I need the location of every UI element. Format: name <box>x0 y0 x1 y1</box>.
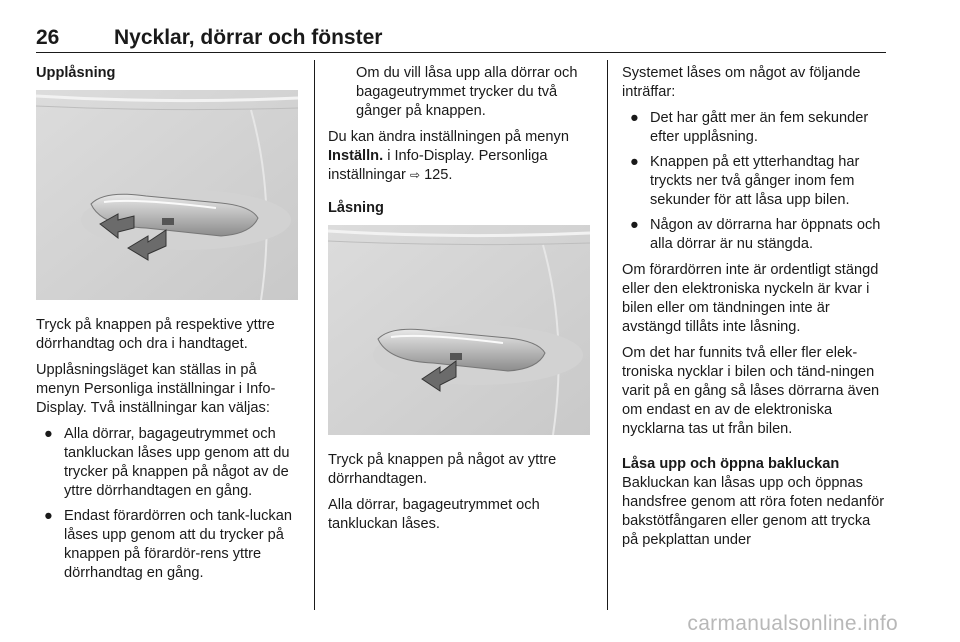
heading-unlocking: Upplåsning <box>36 65 116 81</box>
reference-arrow-icon: ⇨ <box>409 168 420 182</box>
page-title: Nycklar, dörrar och fönster <box>114 26 383 49</box>
bullet-icon: ● <box>44 426 53 442</box>
page-reference-link[interactable]: 125 <box>424 167 449 183</box>
col1-bullet-list <box>36 425 302 583</box>
list-item: ● Knappen på ett ytterhandtag har tryckts ner två gånger inom fem sekunder för att låsa upp bilen. <box>630 154 860 208</box>
door-handle-unlock-illustration <box>36 90 298 300</box>
col3-paragraph-1: Systemet låses om något av följande inträffar: <box>622 65 861 100</box>
list-item: ● Någon av dörrarna har öppnats och alla dörrar är nu stängda. <box>630 217 881 252</box>
col2-continued-text: Om du vill låsa upp alla dörrar och bagageutrymmet trycker du två gånger på knappen. <box>356 65 578 119</box>
col3-paragraph-4: Bakluckan kan låsas upp och öppnas handsfree genom att röra foten nedanför bakstötfångaren eller genom att trycka på pekplattan under <box>622 475 885 548</box>
column-divider-1 <box>314 60 315 610</box>
list-item: ● Det har gått mer än fem sekunder efter upplåsning. <box>630 110 869 145</box>
list-item: ● Alla dörrar, bagageutrymmet och tankluckan låses upp genom att du trycker på knappen på något av de yttre dörrhandtagen en gång. <box>44 426 290 499</box>
list-item: ● Endast förardörren och tank-luckan låses upp genom att du trycker på knappen på förardör-rens yttre dörrhandtag en gång. <box>44 508 292 581</box>
heading-locking: Låsning <box>328 200 384 216</box>
column-1 <box>36 64 302 590</box>
col1-paragraph-2: Upplåsningsläget kan ställas in på menyn Personliga inställningar i Info-Display. Två inställningar kan väljas: <box>36 362 276 416</box>
col2-paragraph-3: Alla dörrar, bagageutrymmet och tankluckan låses. <box>328 497 540 532</box>
watermark: carmanualsonline.info <box>687 612 898 635</box>
bullet-icon: ● <box>630 110 639 126</box>
column-divider-2 <box>607 60 608 610</box>
col3-paragraph-2: Om förardörren inte är ordentligt stängd eller den elektroniska nyckeln är kvar i bilen eller om tändningen inte är avstängd tillåts inte låsning. <box>622 262 879 335</box>
bullet-icon: ● <box>630 154 639 170</box>
bullet-icon: ● <box>630 217 639 233</box>
header-rule <box>36 52 886 53</box>
bullet-icon: ● <box>44 508 53 524</box>
page-header <box>36 26 886 54</box>
col2-paragraph-2: Tryck på knappen på något av yttre dörrhandtagen. <box>328 452 557 487</box>
page-number: 26 <box>36 26 60 49</box>
col1-paragraph-1: Tryck på knappen på respektive yttre dörrhandtag och dra i handtaget. <box>36 317 275 352</box>
col2-paragraph-1: Du kan ändra inställningen på menyn Inställn. i Info-Display. Personliga inställningar ⇨ 125. <box>328 129 569 183</box>
menu-name: Inställn. <box>328 148 384 164</box>
column-3 <box>622 64 890 557</box>
heading-tailgate: Låsa upp och öppna bakluckan <box>622 456 840 472</box>
door-handle-lock-illustration <box>328 225 590 435</box>
col3-bullet-list <box>622 109 890 254</box>
col3-paragraph-3: Om det har funnits två eller fler elek-troniska nycklar i bilen och tänd-ningen varit på en gång så låses dörrarna även om endast en av de elektroniska nycklarna tas ut från bilen. <box>622 345 880 437</box>
column-2 <box>328 64 596 541</box>
